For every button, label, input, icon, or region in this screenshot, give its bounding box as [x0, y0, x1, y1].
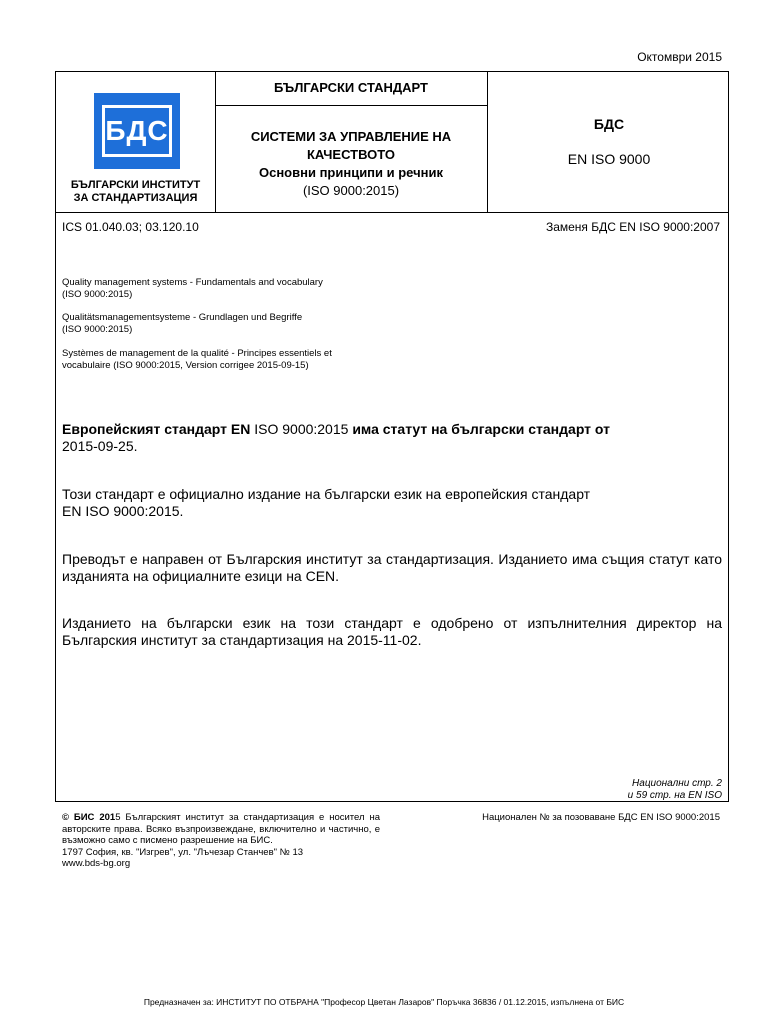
institute-address: 1797 София, кв. "Изгрев", ул. "Лъчезар Станчев" № 13	[62, 846, 304, 858]
title-rule	[215, 105, 487, 106]
status-bold-b: има статут на български стандарт от	[352, 421, 610, 437]
standard-title-line2: Основни принципи и речник	[258, 165, 443, 180]
alt-title-english-line1: Quality management systems - Fundamentals and vocabulary	[62, 277, 323, 288]
standard-code	[488, 107, 730, 177]
alt-title-german	[62, 312, 362, 336]
page-count-note	[628, 778, 722, 802]
official-edition-line1: Този стандарт е официално издание на български език на европейския стандарт	[62, 486, 591, 502]
institute-website: www.bds-bg.org	[62, 858, 131, 869]
bds-logo	[94, 93, 180, 169]
official-edition-paragraph	[62, 486, 722, 520]
status-paragraph	[62, 421, 722, 455]
translation-paragraph: Преводът е направен от Българския институт за стандартизация. Изданието има същия статут като изданията на официалните езици на CEN.	[62, 551, 722, 584]
approval-paragraph: Изданието на български език на този стандарт е одобрено от изпълнителния директор на Българския институт за стандартизация на 2015-11-02.	[62, 615, 722, 648]
ics-codes: ICS 01.040.03; 03.120.10	[62, 220, 199, 234]
alt-title-french-line1: Systèmes de management de la qualité - Principes essentiels et	[62, 348, 332, 359]
header-bottom-rule	[56, 212, 728, 213]
standard-title-line1: СИСТЕМИ ЗА УПРАВЛЕНИЕ НА КАЧЕСТВОТО	[250, 129, 452, 162]
alt-title-english-line2: (ISO 9000:2015)	[62, 289, 133, 300]
copyright-text: 5 Българският институт за стандартизация е носител на авторските права. Всяко възпроизвеждане, включително и частично, е възможно само с писмено разрешение на БИС.	[62, 812, 380, 846]
alt-title-english	[62, 277, 362, 301]
official-edition-line2: EN ISO 9000:2015.	[62, 503, 184, 519]
page-count-line2: и 59 стр. на EN ISO	[627, 790, 722, 801]
standard-title	[215, 128, 487, 200]
publication-date: Октомври 2015	[637, 50, 722, 64]
alt-title-french-line2: vocabulaire (ISO 9000:2015, Version corrigee 2015-09-15)	[62, 360, 309, 371]
institute-name-line2: ЗА СТАНДАРТИЗАЦИЯ	[73, 192, 198, 204]
national-reference: Национален № за позоваване БДС EN ISO 9000:2015	[482, 812, 720, 823]
bds-logo-text: БДС	[102, 105, 172, 157]
standard-frame	[55, 71, 729, 802]
standard-code-number: EN ISO 9000	[567, 151, 651, 167]
alt-title-german-line2: (ISO 9000:2015)	[62, 324, 133, 335]
page-count-line1: Национални стр. 2	[632, 778, 722, 789]
standard-heading: БЪЛГАРСКИ СТАНДАРТ	[274, 80, 428, 95]
status-normal-a: ISO 9000:2015	[254, 421, 353, 437]
replaces-standard: Заменя БДС EN ISO 9000:2007	[545, 220, 720, 234]
status-bold-a: Европейският стандарт EN	[62, 421, 255, 437]
status-date: 2015-09-25.	[62, 438, 138, 454]
standard-title-line3: (ISO 9000:2015)	[302, 183, 400, 198]
copyright-notice	[62, 812, 380, 870]
institute-name-line1: БЪЛГАРСКИ ИНСТИТУТ	[70, 179, 201, 191]
copyright-bold: © БИС 20	[62, 812, 110, 823]
license-footer: Предназначен за: ИНСТИТУТ ПО ОТБРАНА "Професор Цветан Лазаров" Поръчка 36836 / 01.12.2015, изпълнена от БИС	[143, 997, 625, 1007]
institute-name	[56, 179, 215, 205]
copyright-bold-tail: 1	[109, 812, 116, 823]
standard-code-label: БДС	[593, 116, 625, 132]
alt-title-german-line1: Qualitätsmanagementsysteme - Grundlagen und Begriffe	[62, 312, 303, 323]
alt-title-french	[62, 348, 362, 372]
status-line1	[62, 421, 722, 438]
